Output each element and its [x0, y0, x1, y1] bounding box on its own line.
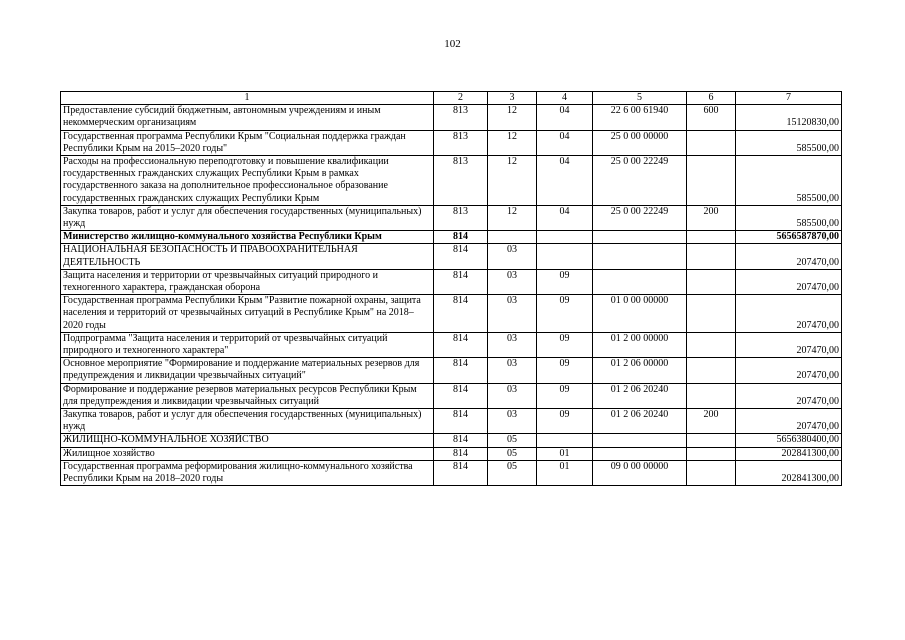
- row-amount: 202841300,00: [736, 447, 842, 460]
- column-header: 5: [593, 92, 687, 105]
- row-expense-type: [687, 130, 736, 155]
- row-ministry-code: 813: [434, 205, 488, 230]
- row-target-article: [593, 447, 687, 460]
- table-row: [61, 205, 842, 230]
- row-section-code: 12: [488, 105, 537, 130]
- row-amount: 5656380400,00: [736, 434, 842, 447]
- row-name: Защита населения и территории от чрезвычайных ситуаций природного и техногенного характера, гражданская оборона: [61, 269, 434, 294]
- row-ministry-code: 813: [434, 130, 488, 155]
- table-row: [61, 105, 842, 130]
- row-amount: 207470,00: [736, 383, 842, 408]
- row-target-article: 22 6 00 61940: [593, 105, 687, 130]
- row-name: Государственная программа реформирования жилищно-коммунального хозяйства Республики Крым на 2018–2020 годы: [61, 460, 434, 485]
- row-subsection-code: 09: [537, 383, 593, 408]
- row-subsection-code: 04: [537, 105, 593, 130]
- row-amount: 5656587870,00: [736, 231, 842, 244]
- table-row: [61, 383, 842, 408]
- row-expense-type: [687, 383, 736, 408]
- row-target-article: 01 2 00 00000: [593, 332, 687, 357]
- row-expense-type: [687, 231, 736, 244]
- row-ministry-code: 813: [434, 156, 488, 206]
- row-ministry-code: 814: [434, 383, 488, 408]
- row-ministry-code: 814: [434, 358, 488, 383]
- row-name: Расходы на профессиональную переподготовку и повышение квалификации государственных гражданских служащих Республики Крым в рамках государственного заказа на дополнительное профессиональное образование государственных гражданских служащих Республики Крым: [61, 156, 434, 206]
- row-ministry-code: 814: [434, 447, 488, 460]
- table-row: [61, 460, 842, 485]
- row-expense-type: [687, 244, 736, 269]
- row-target-article: 25 0 00 22249: [593, 205, 687, 230]
- row-subsection-code: 04: [537, 156, 593, 206]
- row-subsection-code: 04: [537, 205, 593, 230]
- row-ministry-code: 814: [434, 409, 488, 434]
- row-target-article: [593, 434, 687, 447]
- row-ministry-code: 814: [434, 460, 488, 485]
- row-name: НАЦИОНАЛЬНАЯ БЕЗОПАСНОСТЬ И ПРАВООХРАНИТЕЛЬНАЯ ДЕЯТЕЛЬНОСТЬ: [61, 244, 434, 269]
- row-target-article: [593, 269, 687, 294]
- table-row: [61, 156, 842, 206]
- row-expense-type: [687, 156, 736, 206]
- row-amount: 585500,00: [736, 205, 842, 230]
- table-row: [61, 447, 842, 460]
- row-ministry-code: 814: [434, 295, 488, 333]
- row-target-article: 25 0 00 22249: [593, 156, 687, 206]
- row-section-code: 03: [488, 244, 537, 269]
- row-expense-type: [687, 447, 736, 460]
- row-subsection-code: 09: [537, 409, 593, 434]
- row-section-code: [488, 231, 537, 244]
- column-header: 4: [537, 92, 593, 105]
- row-expense-type: 200: [687, 409, 736, 434]
- row-subsection-code: 01: [537, 447, 593, 460]
- row-subsection-code: 09: [537, 295, 593, 333]
- table-row: [61, 295, 842, 333]
- budget-table: [60, 91, 842, 486]
- row-ministry-code: 814: [434, 434, 488, 447]
- row-subsection-code: [537, 434, 593, 447]
- row-amount: 207470,00: [736, 358, 842, 383]
- row-amount: 202841300,00: [736, 460, 842, 485]
- row-subsection-code: [537, 244, 593, 269]
- row-target-article: 01 2 06 20240: [593, 409, 687, 434]
- column-header: 2: [434, 92, 488, 105]
- row-expense-type: 600: [687, 105, 736, 130]
- row-name: Закупка товаров, работ и услуг для обеспечения государственных (муниципальных) нужд: [61, 409, 434, 434]
- row-section-code: 03: [488, 295, 537, 333]
- row-amount: 585500,00: [736, 156, 842, 206]
- row-name: Министерство жилищно-коммунального хозяйства Республики Крым: [61, 231, 434, 244]
- row-name: Подпрограмма "Защита населения и территорий от чрезвычайных ситуаций природного и техногенного характера": [61, 332, 434, 357]
- row-section-code: 03: [488, 358, 537, 383]
- row-section-code: 12: [488, 156, 537, 206]
- row-expense-type: [687, 460, 736, 485]
- row-section-code: 03: [488, 383, 537, 408]
- row-amount: 207470,00: [736, 244, 842, 269]
- row-amount: 585500,00: [736, 130, 842, 155]
- table-row: [61, 244, 842, 269]
- column-header: 3: [488, 92, 537, 105]
- row-name: ЖИЛИЩНО-КОММУНАЛЬНОЕ ХОЗЯЙСТВО: [61, 434, 434, 447]
- row-expense-type: [687, 332, 736, 357]
- table-row: [61, 358, 842, 383]
- table-row: [61, 434, 842, 447]
- row-target-article: 25 0 00 00000: [593, 130, 687, 155]
- row-name: Государственная программа Республики Крым "Социальная поддержка граждан Республики Крым на 2015–2020 годы": [61, 130, 434, 155]
- row-target-article: [593, 244, 687, 269]
- table-row: [61, 231, 842, 244]
- row-section-code: 03: [488, 332, 537, 357]
- row-ministry-code: 814: [434, 244, 488, 269]
- row-ministry-code: 814: [434, 332, 488, 357]
- column-header: 6: [687, 92, 736, 105]
- row-name: Формирование и поддержание резервов материальных ресурсов Республики Крым для предупреждения и ликвидации чрезвычайных ситуаций: [61, 383, 434, 408]
- row-ministry-code: 814: [434, 269, 488, 294]
- row-ministry-code: 814: [434, 231, 488, 244]
- row-name: Закупка товаров, работ и услуг для обеспечения государственных (муниципальных) нужд: [61, 205, 434, 230]
- row-name: Основное мероприятие "Формирование и поддержание материальных резервов для предупреждения и ликвидации чрезвычайных ситуаций": [61, 358, 434, 383]
- row-name: Предоставление субсидий бюджетным, автономным учреждениям и иным некоммерческим организациям: [61, 105, 434, 130]
- row-amount: 207470,00: [736, 409, 842, 434]
- row-section-code: 05: [488, 460, 537, 485]
- row-amount: 207470,00: [736, 269, 842, 294]
- row-section-code: 03: [488, 409, 537, 434]
- table-row: [61, 130, 842, 155]
- column-header: 1: [61, 92, 434, 105]
- row-expense-type: [687, 358, 736, 383]
- row-expense-type: 200: [687, 205, 736, 230]
- row-target-article: 09 0 00 00000: [593, 460, 687, 485]
- row-target-article: 01 0 00 00000: [593, 295, 687, 333]
- row-subsection-code: 09: [537, 269, 593, 294]
- row-target-article: [593, 231, 687, 244]
- row-subsection-code: [537, 231, 593, 244]
- row-expense-type: [687, 295, 736, 333]
- table-row: [61, 332, 842, 357]
- column-header: 7: [736, 92, 842, 105]
- row-subsection-code: 09: [537, 332, 593, 357]
- row-name: Жилищное хозяйство: [61, 447, 434, 460]
- row-ministry-code: 813: [434, 105, 488, 130]
- row-section-code: 05: [488, 447, 537, 460]
- table-header-row: [61, 92, 842, 105]
- row-amount: 207470,00: [736, 295, 842, 333]
- row-subsection-code: 01: [537, 460, 593, 485]
- row-name: Государственная программа Республики Крым "Развитие пожарной охраны, защита населения и территорий от чрезвычайных ситуаций в Республике Крым" на 2018–2020 годы: [61, 295, 434, 333]
- row-target-article: 01 2 06 00000: [593, 358, 687, 383]
- row-section-code: 12: [488, 205, 537, 230]
- row-expense-type: [687, 434, 736, 447]
- row-amount: 207470,00: [736, 332, 842, 357]
- row-amount: 15120830,00: [736, 105, 842, 130]
- row-expense-type: [687, 269, 736, 294]
- row-section-code: 03: [488, 269, 537, 294]
- table-row: [61, 269, 842, 294]
- row-section-code: 12: [488, 130, 537, 155]
- row-subsection-code: 04: [537, 130, 593, 155]
- row-subsection-code: 09: [537, 358, 593, 383]
- page-number: 102: [444, 38, 461, 50]
- row-target-article: 01 2 06 20240: [593, 383, 687, 408]
- row-section-code: 05: [488, 434, 537, 447]
- table-row: [61, 409, 842, 434]
